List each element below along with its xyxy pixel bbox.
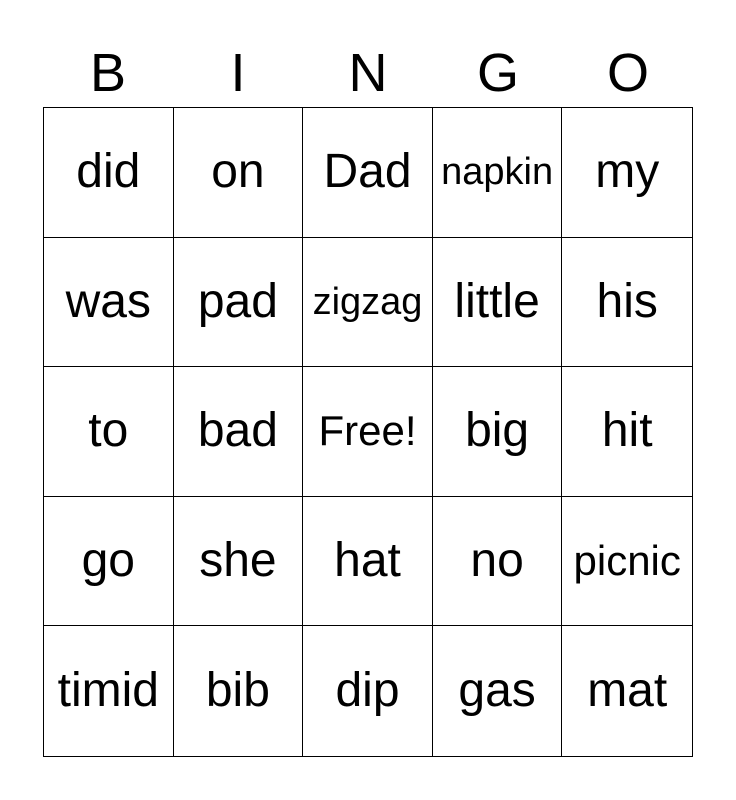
header-letter-n: N [348,43,388,103]
bingo-cell-r2-c4[interactable]: little [433,238,563,368]
header-letter-o: O [606,43,649,103]
bingo-cell-r3-c4[interactable]: big [433,367,563,497]
bingo-cell-r1-c3[interactable]: Dad [303,108,433,238]
bingo-header [43,38,693,108]
bingo-cell-r4-c1[interactable]: go [44,497,174,627]
bingo-cell-r5-c4[interactable]: gas [433,626,563,756]
bingo-cell-r4-c3[interactable]: hat [303,497,433,627]
bingo-cell-r1-c4[interactable]: napkin [433,108,563,238]
header-letter-g: G [476,43,519,103]
bingo-cell-r2-c1[interactable]: was [44,238,174,368]
bingo-cell-r2-c5[interactable]: his [562,238,692,368]
free-space-cell[interactable]: Free! [303,367,433,497]
bingo-cell-r5-c1[interactable]: timid [44,626,174,756]
bingo-cell-r5-c3[interactable]: dip [303,626,433,756]
bingo-cell-r3-c1[interactable]: to [44,367,174,497]
header-letter-i: I [230,43,246,103]
header-letter-b: B [89,43,127,103]
bingo-cell-r3-c5[interactable]: hit [562,367,692,497]
bingo-cell-r5-c5[interactable]: mat [587,664,668,718]
bingo-cell-r1-c2[interactable]: on [174,108,304,238]
bingo-cell-r5-c2[interactable]: bib [174,626,304,756]
bingo-grid [43,107,693,757]
bingo-cell-r2-c3[interactable]: zigzag [303,238,433,368]
bingo-cell-r3-c2[interactable]: bad [174,367,304,497]
bingo-cell-r4-c2[interactable]: she [174,497,304,627]
bingo-cell-r1-c1[interactable]: did [44,108,174,238]
bingo-cell-r1-c5[interactable]: my [562,108,692,238]
bingo-cell-r4-c4[interactable]: no [433,497,563,627]
bingo-cell-r2-c2[interactable]: pad [174,238,304,368]
bingo-cell-r4-c5[interactable]: picnic [562,497,692,627]
